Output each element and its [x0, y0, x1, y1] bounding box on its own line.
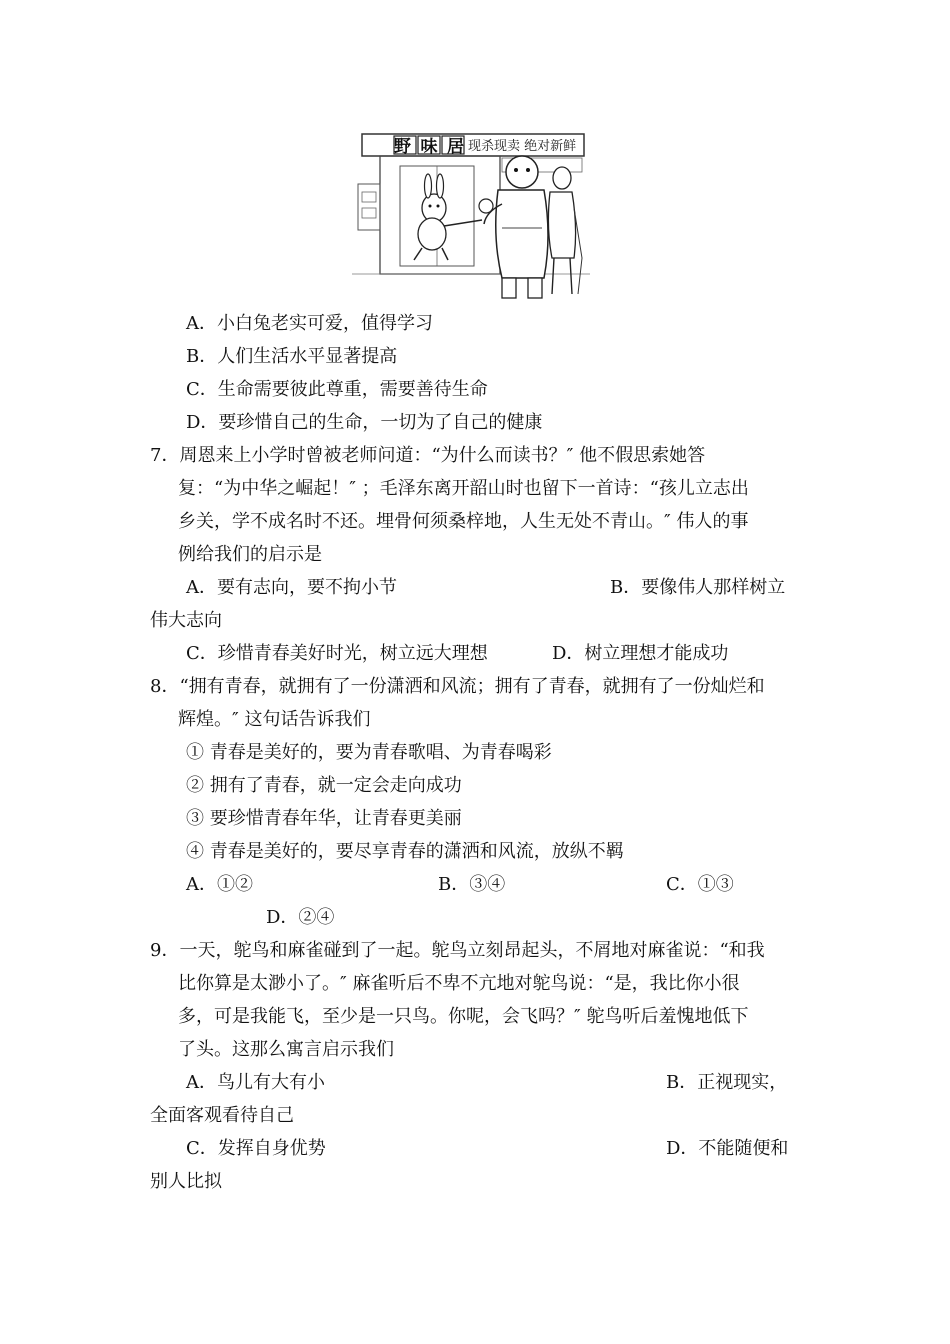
q8-option-c: C．①③	[666, 874, 734, 895]
q8-option-b: B．③④	[438, 874, 506, 895]
q6-option-c: C．生命需要彼此尊重，需要善待生命	[186, 379, 488, 400]
q8-statement-3: ③ 要珍惜青春年华，让青春更美丽	[186, 808, 462, 829]
q6-option-d: D．要珍惜自己的生命，一切为了自己的健康	[186, 412, 543, 433]
q7-option-c: C．珍惜青春美好时光，树立远大理想	[186, 643, 488, 664]
q9-stem-line: 多，可是我能飞，至少是一只鸟。你呢，会飞吗？″ 鸵鸟听后羞愧地低下	[178, 1006, 749, 1027]
q7-stem-line: 7．周恩来上小学时曾被老师问道：“为什么而读书？″ 他不假思索她答	[150, 445, 706, 466]
q7-option-b: B．要像伟人那样树立	[610, 577, 786, 598]
q7-option-a: A．要有志向，要不拘小节	[186, 577, 397, 598]
q8-option-d: D．②④	[266, 907, 335, 928]
sign-main-text: 野味居	[394, 137, 464, 157]
q7-stem-line: 复：“为中华之崛起！″ ；毛泽东离开韶山时也留下一首诗：“孩儿立志出	[178, 478, 749, 499]
q9-option-d: D．不能随便和	[666, 1138, 789, 1159]
sign-extra-text: 现杀现卖 绝对新鲜	[468, 139, 577, 154]
q9-option-a: A．鸟儿有大有小	[186, 1072, 325, 1093]
q9-option-c: C．发挥自身优势	[186, 1138, 326, 1159]
q8-stem-line: 辉煌。″ 这句话告诉我们	[178, 709, 371, 730]
cartoon-illustration	[352, 108, 590, 304]
q9-option-b-continued: 全面客观看待自己	[150, 1105, 294, 1126]
q9-option-b: B．正视现实，	[666, 1072, 788, 1093]
q6-option-a: A．小白兔老实可爱，值得学习	[186, 313, 433, 334]
q7-option-d: D．树立理想才能成功	[552, 643, 729, 664]
q8-statement-1: ① 青春是美好的，要为青春歌唱、为青春喝彩	[186, 742, 552, 763]
q6-option-b: B．人们生活水平显著提高	[186, 346, 398, 367]
q7-option-b-continued: 伟大志向	[150, 610, 222, 631]
q9-stem-line: 比你算是太渺小了。″ 麻雀听后不卑不亢地对鸵鸟说：“是，我比你小很	[178, 973, 740, 994]
q8-statement-2: ② 拥有了青春，就一定会走向成功	[186, 775, 462, 796]
q7-stem-line: 乡关，学不成名时不还。埋骨何须桑梓地，人生无处不青山。″ 伟人的事	[178, 511, 749, 532]
q9-stem-line: 9．一天，鸵鸟和麻雀碰到了一起。鸵鸟立刻昂起头，不屑地对麻雀说：“和我	[150, 940, 765, 961]
q9-option-d-continued: 别人比拟	[150, 1171, 222, 1192]
q9-stem-line: 了头。这那么寓言启示我们	[178, 1039, 394, 1060]
q8-stem-line: 8．“拥有青春，就拥有了一份潇洒和风流；拥有了青春，就拥有了一份灿烂和	[150, 676, 765, 697]
q7-stem-line: 例给我们的启示是	[178, 544, 322, 565]
q8-statement-4: ④ 青春是美好的，要尽享青春的潇洒和风流，放纵不羁	[186, 841, 624, 862]
q8-option-a: A．①②	[186, 874, 253, 895]
